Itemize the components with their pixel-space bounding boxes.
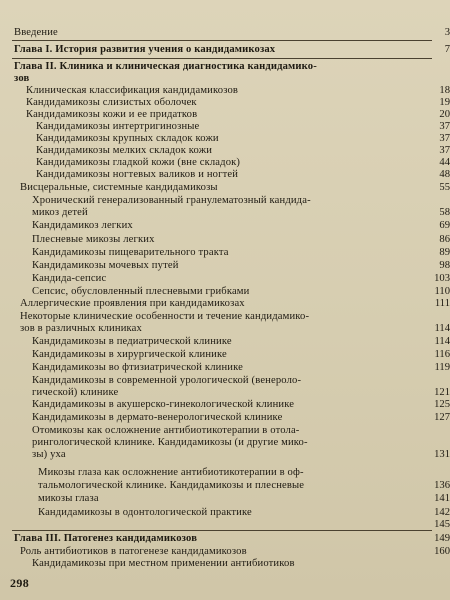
chapter-heading: Глава II. Клиника и клиническая диагностика кандидамико- <box>14 61 317 72</box>
toc-text: Кандидамикозы в хирургической клинике <box>32 349 227 360</box>
toc-text: Кандидамикозы в акушерско-гинекологической клинике <box>32 399 295 410</box>
divider <box>12 40 432 41</box>
toc-page: 3 <box>444 27 450 38</box>
toc-text-cont: гической) клинике <box>32 387 119 398</box>
toc-text: Кандидамикозы кожи и ее придатков <box>26 109 198 120</box>
toc-text: Отомикозы как осложнение антибиотикотерапии в отола- <box>32 425 300 436</box>
toc-page: 114 <box>434 323 450 334</box>
toc-text-cont: тальмологической клинике. Кандидамикозы и плесневые <box>38 480 305 491</box>
toc-text: Роль антибиотиков в патогенезе кандидамикозов <box>20 546 247 557</box>
toc-text-cont: рингологической клинике. Кандидамикозы (и другие мико- <box>32 437 308 448</box>
toc-page: 142 <box>434 507 450 518</box>
toc-page: 19 <box>439 97 450 108</box>
toc-page: 145 <box>434 519 450 530</box>
toc-text-cont: микоз детей <box>32 207 88 218</box>
toc-text-cont: зов в различных клиниках <box>20 323 142 334</box>
toc-text: Кандидамикозы интертригинозные <box>36 121 200 132</box>
toc-text: Хронический генерализованный гранулематозный кандида- <box>32 195 311 206</box>
chapter-heading: Глава III. Патогенез кандидамикозов <box>14 533 198 544</box>
toc-page: 37 <box>439 145 450 156</box>
toc-page: 127 <box>434 412 450 423</box>
toc-text: Кандидамикозы гладкой кожи (вне складок) <box>36 157 241 168</box>
toc-page: 111 <box>434 298 450 309</box>
toc-text: Кандидамикозы во фтизиатрической клинике <box>32 362 243 373</box>
toc-page: 131 <box>434 449 450 460</box>
toc-text: Кандидамикозы ногтевых валиков и ногтей <box>36 169 239 180</box>
toc-page: 69 <box>439 220 450 231</box>
toc-page: 125 <box>434 399 450 410</box>
toc-text: Аллергические проявления при кандидамикозах <box>20 298 245 309</box>
toc-text-cont: микозы глаза <box>38 493 99 504</box>
toc-page: 160 <box>434 546 450 557</box>
toc-page: 20 <box>439 109 450 120</box>
toc-page: 114 <box>434 336 450 347</box>
toc-page: 149 <box>434 533 450 544</box>
toc-page: 48 <box>439 169 450 180</box>
toc-page: 110 <box>434 286 450 297</box>
toc-page: 55 <box>439 182 450 193</box>
toc-text: Плесневые микозы легких <box>32 234 155 245</box>
toc-page: 141 <box>434 493 450 504</box>
chapter-heading-cont: зов <box>14 73 30 84</box>
toc-text: Введение <box>14 27 58 38</box>
toc-row <box>0 26 450 40</box>
divider <box>12 58 432 59</box>
toc-page: 44 <box>439 157 450 168</box>
toc-text: Клиническая классификация кандидамикозов <box>26 85 239 96</box>
toc-text: Кандидамикозы в дермато-венерологической клинике <box>32 412 283 423</box>
toc-text: Микозы глаза как осложнение антибиотикотерапии в оф- <box>38 467 304 478</box>
toc-page: 98 <box>439 260 450 271</box>
page-number: 298 <box>10 576 30 590</box>
toc-text: Кандидамикозы в современной урологической (венероло- <box>32 375 302 386</box>
toc-text: Кандидамикозы крупных складок кожи <box>36 133 219 144</box>
toc-text: Кандидамикозы слизистых оболочек <box>26 97 197 108</box>
toc-page: 89 <box>439 247 450 258</box>
toc-page: 58 <box>439 207 450 218</box>
toc-text: Кандидамикозы пищеварительного тракта <box>32 247 229 258</box>
toc-text-cont: зы) уха <box>32 449 66 460</box>
toc-text: Кандида-сепсис <box>32 273 107 284</box>
toc-page: 37 <box>439 121 450 132</box>
toc-text: Висцеральные, системные кандидамикозы <box>20 182 218 193</box>
toc-text: Кандидамикозы в одонтологической практике <box>38 507 252 518</box>
toc-page: 7 <box>444 44 450 55</box>
toc-text: Кандидамикоз легких <box>32 220 133 231</box>
toc-page: 119 <box>434 362 450 373</box>
toc-text: Кандидамикозы при местном применении антибиотиков <box>32 558 295 569</box>
toc-text: Кандидамикозы в педиатрической клинике <box>32 336 232 347</box>
toc-text: Кандидамикозы мелких складок кожи <box>36 145 213 156</box>
toc-text: Сепсис, обусловленный плесневыми грибками <box>32 286 250 297</box>
toc-page: 136 <box>434 480 450 491</box>
toc-text: Кандидамикозы мочевых путей <box>32 260 179 271</box>
toc-page: 18 <box>439 85 450 96</box>
toc-page: 121 <box>434 387 450 398</box>
divider <box>12 530 432 531</box>
toc-page: 103 <box>434 273 450 284</box>
toc-page: 116 <box>434 349 450 360</box>
toc-page: 37 <box>439 133 450 144</box>
chapter-heading: Глава I. История развития учения о кандидамикозах <box>14 44 276 55</box>
toc-page: 86 <box>439 234 450 245</box>
toc-text: Некоторые клинические особенности и течение кандидамико- <box>20 311 310 322</box>
